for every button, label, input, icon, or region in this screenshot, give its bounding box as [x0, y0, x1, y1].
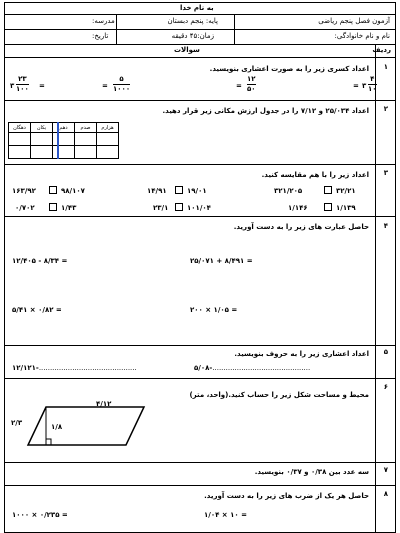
q1-eq-1: =: [353, 82, 359, 90]
q4-expr-2: ۱۲/۴۰۵ - ۸/۳۴ =: [12, 257, 68, 265]
header-line-4: [4, 57, 396, 58]
q4-expr-1: ۲۵/۰۷۱ + ۸/۴۹۱ =: [190, 257, 253, 265]
q1-number: ۱: [383, 63, 388, 71]
q3-bottom-line: [4, 216, 396, 217]
q6-height-length: ۱/۸: [51, 423, 63, 431]
q2-text: اعداد ۲۵/۰۳۴ و ۷/۱۲ را در جدول ارزش مکانی زیر قرار دهید.: [162, 107, 369, 115]
q1-text: اعداد کسری زیر را به صورت اعشاری بنویسید.: [209, 65, 369, 73]
q3-r2-b-box[interactable]: [175, 203, 183, 211]
frame-top: [4, 2, 396, 3]
q1-eq-4: =: [39, 82, 45, 90]
student-name-field[interactable]: نام و نام خانوادگی:: [334, 32, 390, 40]
q3-r2-c-right: ۰/۷۰۲: [15, 204, 35, 212]
row-number-divider: [375, 44, 376, 532]
q6-text: محیط و مساحت شکل زیر را حساب کنید.(واحد، متر): [189, 391, 369, 399]
q7-bottom-line: [4, 485, 396, 486]
q3-r2-c-box[interactable]: [49, 203, 57, 211]
q1-fraction-4: ۲۳ ۱۰۰: [16, 75, 29, 94]
q5-number: ۵: [383, 348, 388, 356]
q3-r2-c-left: ۱/۴۳: [61, 204, 77, 212]
q4-bottom-line: [4, 345, 396, 346]
q3-r1-c-right: ۱۶۳/۹۲: [12, 187, 36, 195]
q1-eq-3: =: [102, 82, 108, 90]
pv-cell[interactable]: [9, 146, 31, 159]
q3-r1-a-box[interactable]: [324, 186, 332, 194]
q6-top-length: ۴/۱۲: [96, 400, 112, 408]
q3-number: ۳: [383, 169, 388, 177]
q7-text: سه عدد بین ۰/۳۸ و ۰/۳۷ بنویسید.: [254, 468, 369, 476]
q1-bottom-line: [4, 100, 396, 101]
grade-label: پایه: پنجم دبستان: [167, 17, 218, 25]
q5-text: اعداد اعشاری زیر را به حروف بنویسید.: [234, 350, 369, 358]
basmala: به نام خدا: [180, 4, 214, 12]
header-divider-right: [234, 14, 235, 44]
header-divider-left: [116, 14, 117, 44]
q1-whole-1: ۳: [362, 82, 367, 90]
q8-number: ۸: [383, 490, 388, 498]
q8-text: حاصل هر یک از ضرب های زیر را به دست آورید.: [204, 492, 369, 500]
pv-cell[interactable]: [97, 146, 119, 159]
pv-decimal-point-line: [57, 122, 59, 159]
q3-r1-c-box[interactable]: [49, 186, 57, 194]
questions-column-header: سوالات: [174, 46, 200, 54]
pv-header-tenths: دهم: [53, 123, 75, 133]
q3-r1-a-left: ۳۲/۲۱: [336, 187, 356, 195]
q8-expr-1: ۱/۰۴ × ۱۰ =: [204, 511, 247, 519]
header-line-2: [4, 29, 396, 30]
parallelogram-figure: [26, 405, 151, 449]
q6-side-length: ۲/۳: [11, 419, 23, 427]
q5-bottom-line: [4, 378, 396, 379]
q1-fraction-3: ۵ ۱۰۰۰: [113, 75, 131, 94]
q1-fraction-2: ۱۲ ۵۰: [247, 75, 256, 94]
q3-r2-a-right: ۱/۱۴۶: [288, 204, 308, 212]
pv-cell[interactable]: [9, 133, 31, 146]
place-value-table: [8, 122, 119, 159]
pv-cell[interactable]: [97, 133, 119, 146]
q3-r2-b-left: ۱۰۱/۰۴: [187, 204, 211, 212]
right-angle-marker: [46, 439, 51, 445]
pv-header-thousandths: هزارم: [97, 123, 119, 133]
q4-expr-3: ۲۰۰ × ۱/۰۵ =: [190, 306, 238, 314]
time-label: زمان:۴۵ دقیقه: [171, 32, 214, 40]
q4-text: حاصل عبارت های زیر را به دست آورید.: [233, 223, 369, 231]
q1-fraction-1: ۴ ۱۰: [368, 75, 377, 94]
date-field[interactable]: تاریخ:: [92, 32, 109, 40]
q6-bottom-line: [4, 462, 396, 463]
q3-r1-b-left: ۱۹/۰۱: [187, 187, 207, 195]
pv-cell[interactable]: [75, 133, 97, 146]
q3-r2-a-box[interactable]: [324, 203, 332, 211]
school-field[interactable]: مدرسه:: [92, 17, 115, 25]
exam-title: آزمون فصل پنجم ریاضی: [318, 17, 390, 25]
q2-bottom-line: [4, 164, 396, 165]
pv-cell[interactable]: [31, 133, 53, 146]
frame-left: [4, 2, 5, 532]
q3-r1-b-box[interactable]: [175, 186, 183, 194]
pv-header-ones: یکان: [31, 123, 53, 133]
q2-number: ۲: [383, 105, 388, 113]
q6-number: ۶: [383, 383, 388, 391]
pv-header-tens: دهگان: [9, 123, 31, 133]
frame-right: [395, 2, 396, 532]
q1-whole-4: ۳: [10, 82, 15, 90]
q3-r1-c-left: ۹۸/۱۰۷: [61, 187, 85, 195]
q3-r2-a-left: ۱/۱۳۹: [336, 204, 356, 212]
q5-item-2: ۱۲/۱۲۱-............................................: [12, 364, 137, 372]
parallelogram-shape: [28, 407, 144, 445]
pv-cell[interactable]: [53, 146, 75, 159]
header-line-3: [4, 44, 396, 45]
q1-eq-2: =: [236, 82, 242, 90]
q7-number: ۷: [383, 466, 388, 474]
pv-cell[interactable]: [31, 146, 53, 159]
header-line-1: [4, 14, 396, 15]
q5-item-1: ۵/۰۸-............................................: [194, 364, 311, 372]
q3-text: اعداد زیر را با هم مقایسه کنید.: [261, 171, 369, 179]
q4-number: ۴: [383, 222, 388, 230]
pv-header-hundredths: صدم: [75, 123, 97, 133]
q3-r2-b-right: ۲۳/۱: [153, 204, 169, 212]
pv-cell[interactable]: [75, 146, 97, 159]
row-column-header: ردیف: [372, 46, 391, 54]
q8-expr-2: ۱۰۰۰ × ۰/۲۳۵ =: [12, 511, 68, 519]
exam-page: [4, 2, 396, 532]
q4-expr-4: ۵/۴۱ × ۰/۸۲ =: [12, 306, 62, 314]
q3-r1-b-right: ۱۴/۹۱: [147, 187, 167, 195]
pv-cell[interactable]: [53, 133, 75, 146]
q3-r1-a-right: ۳۲۱/۲۰۵: [274, 187, 303, 195]
